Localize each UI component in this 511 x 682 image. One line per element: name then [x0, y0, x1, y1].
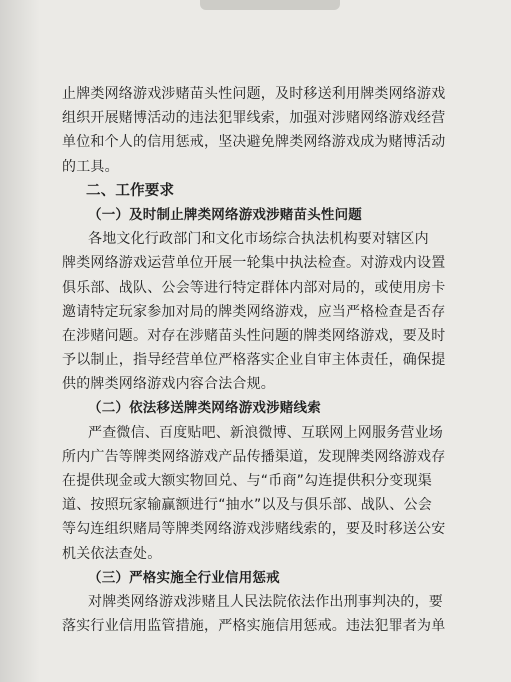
- subsection-heading: （一）及时制止牌类网络游戏涉赌苗头性问题: [88, 206, 362, 223]
- text-line: 供的牌类网络游戏内容合法合规。: [62, 376, 275, 393]
- text-line: 对牌类网络游戏涉赌且人民法院依法作出刑事判决的，要: [88, 593, 443, 610]
- text-line: 在提供现金或大额实物回兑、与“币商”勾连提供积分变现渠: [62, 473, 432, 489]
- text-line: 予以制止，指导经营单位严格落实企业自审主体责任，确保提: [62, 352, 446, 369]
- text-line: 牌类网络游戏运营单位开展一轮集中执法检查。对游戏内设置: [62, 255, 446, 272]
- text-line: 所内广告等牌类网络游戏产品传播渠道，发现牌类网络游戏存: [62, 448, 446, 465]
- text-line: 邀请特定玩家参加对局的牌类网络游戏，应当严格检查是否存: [62, 303, 446, 320]
- section-heading: 二、工作要求: [86, 182, 175, 199]
- text-line: 的工具。: [62, 158, 119, 175]
- text-line: 机关依法查处。: [62, 545, 162, 562]
- text-line: 单位和个人的信用惩戒，坚决避免牌类网络游戏成为赌博活动: [62, 134, 446, 151]
- text-line: 道、按照玩家输赢额进行“抽水”以及与俱乐部、战队、公会: [62, 497, 432, 514]
- text-line: 俱乐部、战队、公会等进行特定群体内部对局的，或使用房卡: [62, 279, 446, 296]
- text-line: 在涉赌问题。对存在涉赌苗头性问题的牌类网络游戏，要及时: [62, 327, 446, 344]
- text-line: 止牌类网络游戏涉赌苗头性问题，及时移送利用牌类网络游戏: [62, 86, 446, 102]
- text-line: 严查微信、百度贴吧、新浪微博、互联网上网服务营业场: [88, 424, 443, 441]
- text-line: 组织开展赌博活动的违法犯罪线索，加强对涉赌网络游戏经营: [62, 110, 446, 127]
- page-shadow: [0, 0, 40, 682]
- text-line: 落实行业信用监管措施，严格实施信用惩戒。违法犯罪者为单: [62, 618, 446, 635]
- subsection-heading: （二）依法移送牌类网络游戏涉赌线索: [88, 400, 321, 417]
- subsection-heading: （三）严格实施全行业信用惩戒: [88, 569, 280, 586]
- text-line: 等勾连组织赌局等牌类网络游戏涉赌线索的，要及时移送公安: [62, 521, 446, 538]
- document-body: [62, 82, 482, 638]
- text-line: 各地文化行政部门和文化市场综合执法机构要对辖区内: [88, 231, 429, 248]
- top-edge-smudge: [200, 0, 340, 10]
